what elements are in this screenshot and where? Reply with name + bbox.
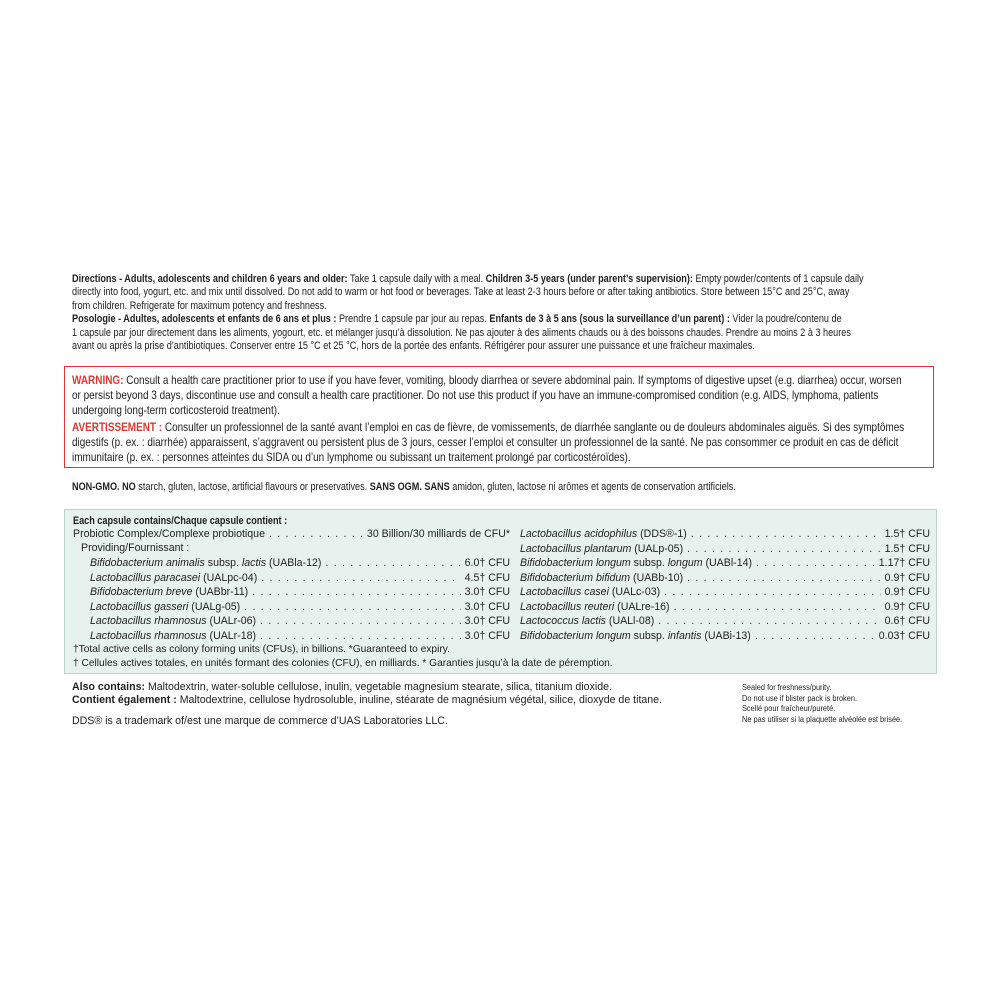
strain-code: (UALp-05) (631, 542, 684, 555)
strain-row (520, 543, 930, 557)
strain-row (520, 572, 930, 586)
leader-dots (687, 543, 881, 556)
strain-row (520, 528, 930, 542)
seal-line: Scellé pour fraîcheur/pureté. (742, 703, 836, 714)
leader-dots (687, 572, 881, 585)
strain-code: (UALpc-04) (200, 571, 258, 584)
strain-cfu-value: 0.9† CFU (884, 571, 930, 584)
leader-dots (260, 615, 461, 628)
ingredients-box (64, 509, 937, 674)
warning-en-line3: undergoing long-term corticosteroid treatment). (72, 404, 280, 418)
strain-species: Lactobacillus rhamnosus (90, 615, 207, 627)
leader-dots (691, 528, 881, 541)
strain-code: (UALg-05) (188, 600, 241, 613)
strain-name (90, 615, 256, 628)
directions-en-line2: directly into food, yogurt, etc. and mix until dissolved. Do not add to warm or hot food or beverages. Take at least 2-3 hours before or after taking antibiotics. Store between 15°C and 25°C, away (72, 286, 850, 299)
strain-cfu-value: 1.5† CFU (884, 528, 930, 540)
strain-code: (UALl-08) (605, 615, 655, 627)
strain-subspecies: longum (667, 557, 703, 569)
warning-label: WARNING: (72, 374, 124, 387)
strain-cfu-value: 3.0† CFU (464, 600, 510, 613)
strain-subsp-label: subsp. (630, 629, 668, 642)
leader-dots (325, 557, 460, 570)
strain-species: Lactobacillus reuteri (520, 600, 615, 613)
strain-cfu-value: 3.0† CFU (464, 629, 510, 642)
strain-subsp-label: subsp. (630, 557, 668, 569)
strain-species: Lactobacillus gasseri (90, 600, 189, 613)
strain-subspecies: lactis (241, 557, 267, 569)
strain-row (90, 630, 510, 644)
strain-row (520, 615, 930, 629)
leader-dots (664, 586, 881, 599)
avertissement-label: AVERTISSEMENT : (72, 420, 163, 434)
strain-code: (UALc-03) (608, 586, 661, 598)
strain-species: Bifidobacterium longum (520, 629, 631, 642)
warning-fr-line1 (72, 420, 936, 435)
sans-ogm-text: amidon, gluten, lactose ni arômes et agents de conservation artificiels. (449, 481, 736, 493)
leader-dots (261, 572, 460, 585)
strain-cfu-value: 1.5† CFU (884, 542, 930, 555)
directions-fr-line2: 1 capsule par jour directement dans les aliments, yogourt, etc. et mélanger jusqu’à dissolution. Ne pas ajouter à des aliments chauds ou à des boissons chaudes. Prendre au moins 2 à 3 heures (72, 326, 851, 339)
directions-children-heading: Children 3-5 years (under parent’s supervision): (485, 273, 693, 285)
posologie-text: Prendre 1 capsule par jour au repas. (336, 313, 490, 326)
strain-row (90, 615, 510, 629)
also-contains-text: Maltodextrin, water-soluble cellulose, inulin, vegetable magnesium stearate, silica, titanium dioxide. (145, 681, 612, 693)
leader-dots (244, 601, 461, 614)
strain-species: Lactobacillus paracasei (90, 571, 201, 584)
directions-en-heading: Directions - Adults, adolescents and children 6 years and older: (72, 273, 348, 285)
directions-fr-line3: avant ou après la prise d’antibiotiques. Conserver entre 15 °C et 25 °C, hors de la portée des enfants. Réfrigérer pour assurer une puissance et une fraîcheur maximales. (72, 340, 755, 353)
leader-dots (674, 601, 881, 614)
strain-species: Bifidobacterium bifidum (520, 571, 631, 584)
strain-code: (UABi-13) (701, 629, 751, 642)
warning-box (64, 366, 934, 468)
also-contains-section (72, 681, 732, 708)
strain-code: (UALr-06) (206, 615, 257, 627)
seal-line: Ne pas utiliser si la plaquette alvéolée est brisée. (742, 713, 903, 724)
sans-ogm-heading: SANS OGM. SANS (369, 481, 450, 493)
strain-code: (UALre-16) (614, 600, 670, 613)
strain-cfu-value: 0.6† CFU (884, 615, 930, 627)
strain-cfu-value: 4.5† CFU (464, 571, 510, 584)
footnote-fr: † Cellules actives totales, en unités formant des colonies (CFU), en milliards. * Garanties jusqu’à la date de péremption. (73, 658, 613, 669)
warning-en-line2: or persist beyond 3 days, discontinue use and consult a health care practitioner. Do not use this product if you have an immune-compromised condition (e.g. AIDS, lymphoma, patients (72, 389, 879, 403)
footnote-en: †Total active cells as colony forming units (CFUs), in billions. *Guaranteed to expiry. (73, 644, 450, 655)
strain-subspecies: infantis (667, 629, 702, 642)
strain-name (520, 572, 683, 585)
strain-name (520, 615, 654, 628)
directions-section (72, 273, 938, 353)
also-contains-heading: Also contains: (72, 681, 145, 693)
strain-cfu-value: 0.9† CFU (884, 600, 930, 613)
probiotic-complex-row (73, 528, 510, 542)
strain-cfu-value: 6.0† CFU (464, 557, 510, 569)
warning-fr-text: Consulter un professionnel de la santé avant l’emploi en cas de fièvre, de vomissements, de diarrhée sanglante ou de douleurs abdominales aiguës. Si des symptômes (162, 420, 905, 434)
strain-row (90, 557, 510, 571)
leader-dots (755, 630, 875, 643)
strain-species: Lactobacillus rhamnosus (90, 629, 207, 642)
seal-line: Sealed for freshness/purity. (742, 682, 832, 692)
strain-code: (DDS®-1) (637, 528, 687, 540)
strain-name (520, 601, 670, 614)
strain-species: Lactococcus lactis (520, 615, 606, 627)
strain-code: (UABla-12) (266, 557, 322, 569)
strain-cfu-value: 3.0† CFU (464, 615, 510, 627)
complex-value: 30 Billion/30 milliards de CFU* (366, 528, 510, 540)
contient-egalement-text: Maltodextrine, cellulose hydrosoluble, inuline, stéarate de magnésium végétal, silice, dioxyde de titane. (176, 694, 663, 707)
providing-label: Providing/Fournissant : (81, 542, 190, 554)
strain-row (90, 586, 510, 600)
seal-line: Do not use if blister pack is broken. (742, 692, 858, 703)
warning-en-line1 (72, 373, 936, 388)
strain-code: (UABl-14) (702, 557, 753, 569)
strain-name (520, 528, 687, 541)
strain-name (520, 630, 751, 643)
leader-dots (269, 528, 363, 541)
strain-name (90, 630, 256, 643)
warning-en-text: Consult a health care practitioner prior to use if you have fever, vomiting, bloody diarrhea or severe abdominal pain. If symptoms of digestive upset (e.g. diarrhea) occur, worsen (123, 374, 902, 387)
also-contains-en (72, 681, 732, 694)
strain-row (520, 630, 930, 644)
strain-species: Bifidobacterium animalis (90, 557, 205, 569)
non-gmo-heading: NON-GMO. NO (72, 481, 136, 493)
directions-children-text: Empty powder/contents of 1 capsule daily (692, 273, 864, 285)
posologie-children-text: Vider la poudre/contenu de (729, 313, 842, 326)
strain-name (90, 557, 321, 570)
strain-code: (UALr-18) (206, 629, 257, 642)
non-gmo-text: starch, gluten, lactose, artificial flavours or preservatives. (135, 481, 370, 493)
strain-row (520, 586, 930, 600)
posologie-children-heading: Enfants de 3 à 5 ans (sous la surveillance d’un parent) : (489, 313, 730, 326)
strain-species: Lactobacillus plantarum (520, 542, 632, 555)
directions-en-text: Take 1 capsule daily with a meal. (347, 273, 486, 285)
strain-row (90, 572, 510, 586)
directions-fr-line1 (72, 313, 936, 326)
non-gmo-statement (72, 481, 938, 494)
strain-cfu-value: 0.9† CFU (884, 586, 930, 598)
posologie-heading: Posologie - Adultes, adolescents et enfants de 6 ans et plus : (72, 313, 337, 326)
complex-label: Probiotic Complex/Complexe probiotique (73, 528, 265, 540)
strain-species: Lactobacillus acidophilus (520, 528, 638, 540)
contient-egalement-heading: Contient également : (72, 694, 177, 707)
strain-cfu-value: 1.17† CFU (878, 557, 930, 569)
warning-fr-line3: immunitaire (p. ex. : personnes atteintes du SIDA ou d’un lymphome ou subissant un traitement prolongé par corticostéroïdes). (72, 451, 631, 465)
contient-egalement-fr (72, 694, 732, 707)
strain-name (90, 601, 240, 614)
strain-code: (UABb-10) (630, 571, 684, 584)
strain-name (520, 543, 683, 556)
ingredients-header: Each capsule contains/Chaque capsule contient : (73, 515, 288, 527)
leader-dots (252, 586, 460, 599)
strain-species: Lactobacillus casei (520, 586, 609, 598)
strain-species: Bifidobacterium longum (520, 557, 631, 569)
strain-name (520, 557, 752, 570)
strain-row (90, 601, 510, 615)
strain-name (520, 586, 660, 599)
strain-code: (UABbr-11) (192, 586, 249, 598)
warning-fr-line2: digestifs (p. ex. : diarrhée) apparaissent, s’aggravent ou persistent plus de 3 jours, cesser l’emploi et consulter un professionnel de la santé. Ne pas consommer ce produit en cas de déficit (72, 435, 899, 449)
strain-species: Bifidobacterium breve (90, 586, 193, 598)
directions-en-line1 (72, 273, 936, 286)
strain-subsp-label: subsp. (204, 557, 242, 569)
directions-en-line3: from children. Refrigerate for maximum potency and freshness. (72, 299, 327, 312)
leader-dots (756, 557, 875, 570)
strain-cfu-value: 0.03† CFU (878, 629, 930, 642)
strain-name (90, 572, 257, 585)
strain-name (90, 586, 248, 599)
leader-dots (260, 630, 461, 643)
trademark-notice: DDS® is a trademark of/est une marque de commerce d’UAS Laboratories LLC. (72, 715, 448, 727)
strain-row (520, 601, 930, 615)
strain-cfu-value: 3.0† CFU (464, 586, 510, 598)
strain-row (520, 557, 930, 571)
leader-dots (658, 615, 880, 628)
